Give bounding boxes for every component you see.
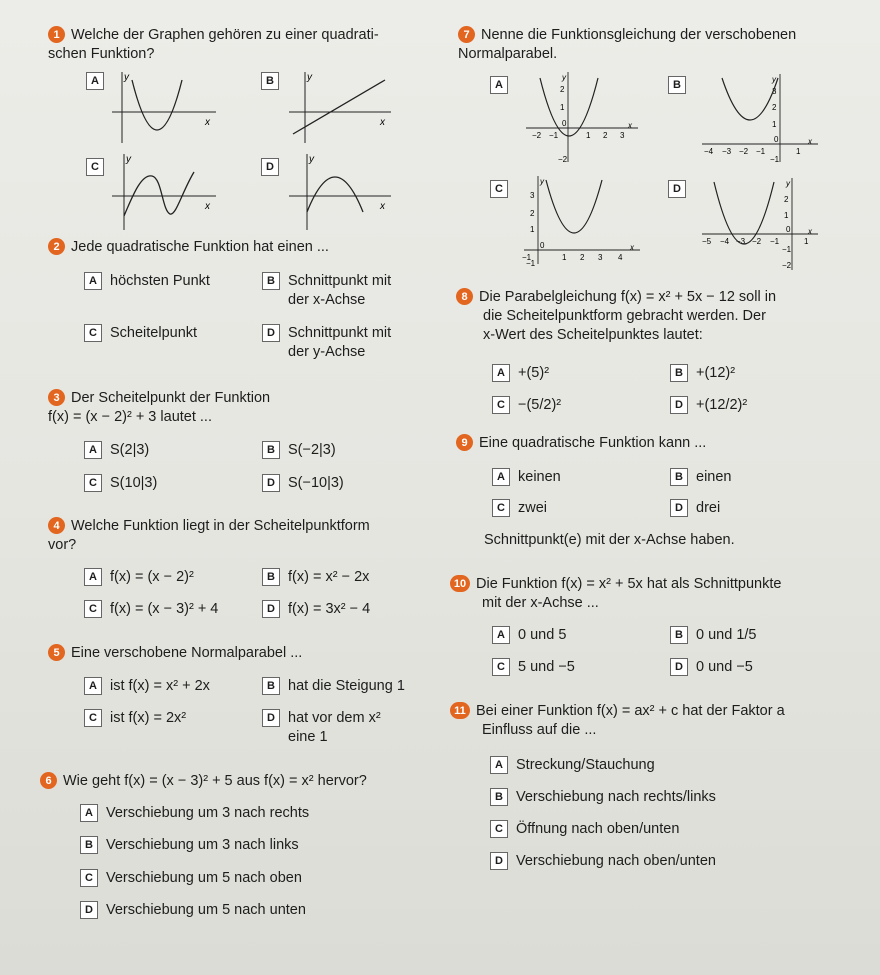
question-10: 10 Die Funktion f(x) = x² + 5x hat als Schnittpunkte mit der x-Achse ... [450, 575, 860, 613]
svg-text:−3: −3 [722, 147, 732, 156]
graph-c [110, 152, 220, 232]
svg-text:1: 1 [530, 225, 535, 234]
graph-7a [522, 70, 642, 166]
graph-7d [700, 176, 820, 272]
option-d[interactable]: D Verschiebung nach oben/unten [490, 852, 716, 871]
svg-text:0: 0 [774, 135, 779, 144]
svg-text:−1: −1 [770, 155, 780, 164]
svg-text:−4: −4 [704, 147, 714, 156]
option-c[interactable]: C ist f(x) = 2x² [84, 709, 186, 728]
graph-label: A [86, 72, 112, 90]
svg-text:3: 3 [598, 253, 603, 262]
option-c[interactable]: C Öffnung nach oben/unten [490, 820, 679, 839]
svg-text:−1: −1 [782, 245, 792, 254]
question-7: 7 Nenne die Funktionsgleichung der verschobenen Normalparabel. [458, 27, 797, 62]
graph-label: C [86, 158, 112, 176]
question-5: 5 Eine verschobene Normalparabel ... [48, 644, 428, 663]
question-2: 2 Jede quadratische Funktion hat einen ... [48, 238, 428, 257]
graph-7c [522, 174, 642, 266]
svg-text:2: 2 [603, 131, 608, 140]
question-number: 1 [48, 26, 65, 43]
svg-text:−4: −4 [720, 237, 730, 246]
option-a[interactable]: A Verschiebung um 3 nach rechts [80, 804, 309, 823]
option-d[interactable]: D hat vor dem x² eine 1 [262, 709, 381, 747]
option-b[interactable]: B Verschiebung nach rechts/links [490, 788, 716, 807]
graph-label: D [261, 158, 287, 176]
svg-text:1: 1 [804, 237, 809, 246]
svg-text:−1: −1 [770, 237, 780, 246]
option-a[interactable]: A f(x) = (x − 2)² [84, 568, 194, 587]
svg-text:−5: −5 [702, 237, 712, 246]
svg-text:2: 2 [560, 85, 565, 94]
svg-text:−2: −2 [532, 131, 542, 140]
svg-text:−1: −1 [522, 253, 532, 262]
svg-text:y: y [126, 154, 131, 165]
svg-text:0: 0 [562, 119, 567, 128]
svg-text:−2: −2 [739, 147, 749, 156]
svg-text:−2: −2 [782, 261, 792, 270]
svg-text:3: 3 [772, 87, 777, 96]
svg-text:y: y [309, 154, 314, 165]
option-c[interactable]: C Scheitelpunkt [84, 324, 197, 343]
graph-label: B [261, 72, 287, 90]
svg-text:x: x [205, 201, 210, 212]
question-8: 8 Die Parabelgleichung f(x) = x² + 5x − 12 soll in die Scheitelpunktform gebracht werden. Der x-Wert des Scheitelpunktes lautet: [456, 288, 866, 345]
question-1 [48, 26, 428, 64]
question-3: 3 Der Scheitelpunkt der Funktion f(x) = (x − 2)² + 3 lautet ... [48, 390, 271, 425]
svg-text:y: y [772, 75, 776, 84]
svg-text:−2: −2 [752, 237, 762, 246]
svg-text:−2: −2 [558, 155, 568, 164]
option-d[interactable]: D Schnittpunkt mit der y-Achse [262, 324, 391, 362]
option-d[interactable]: D S(−10|3) [262, 474, 344, 493]
option-b[interactable]: B S(−2|3) [262, 441, 336, 460]
svg-text:y: y [307, 72, 312, 83]
question-9-tail: Schnittpunkt(e) mit der x-Achse haben. [484, 532, 735, 548]
question-text: schen Funktion? [48, 46, 155, 62]
svg-text:−1: −1 [756, 147, 766, 156]
option-d[interactable]: D drei [670, 499, 720, 518]
svg-text:x: x [808, 137, 812, 146]
option-a[interactable]: A S(2|3) [84, 441, 149, 460]
option-a[interactable]: A +(5)² [492, 364, 549, 383]
option-d[interactable]: D 0 und −5 [670, 658, 753, 677]
option-c[interactable]: C Verschiebung um 5 nach oben [80, 869, 302, 888]
option-a[interactable]: A Streckung/Stauchung [490, 756, 655, 775]
svg-text:3: 3 [530, 191, 535, 200]
svg-text:y: y [124, 72, 129, 83]
option-d[interactable]: D f(x) = 3x² − 4 [262, 600, 370, 619]
svg-text:1: 1 [560, 103, 565, 112]
svg-text:y: y [540, 177, 544, 186]
graph-label: C [490, 180, 516, 198]
question-11: 11 Bei einer Funktion f(x) = ax² + c hat der Faktor a Einfluss auf die ... [450, 702, 865, 740]
option-c[interactable]: C zwei [492, 499, 547, 518]
svg-text:−1: −1 [549, 131, 559, 140]
graph-a [110, 70, 220, 145]
option-b[interactable]: B 0 und 1/5 [670, 626, 756, 645]
option-c[interactable]: C f(x) = (x − 3)² + 4 [84, 600, 218, 619]
graph-label: D [668, 180, 694, 198]
option-d[interactable]: D Verschiebung um 5 nach unten [80, 901, 306, 920]
question-9: 9 Eine quadratische Funktion kann ... [456, 434, 856, 453]
question-4: 4 Welche Funktion liegt in der Scheitelpunktform vor? [48, 518, 370, 553]
svg-text:1: 1 [586, 131, 591, 140]
svg-text:0: 0 [540, 241, 545, 250]
option-c[interactable]: C −(5/2)² [492, 396, 561, 415]
svg-text:1: 1 [562, 253, 567, 262]
option-a[interactable]: A ist f(x) = x² + 2x [84, 677, 210, 696]
svg-text:x: x [808, 227, 812, 236]
svg-text:2: 2 [580, 253, 585, 262]
svg-text:x: x [628, 121, 632, 130]
graph-7b [700, 72, 820, 164]
option-b[interactable]: B f(x) = x² − 2x [262, 568, 369, 587]
svg-text:x: x [380, 117, 385, 128]
option-a[interactable]: A keinen [492, 468, 561, 487]
svg-text:4: 4 [618, 253, 623, 262]
graph-label: B [668, 76, 694, 94]
option-b[interactable]: B hat die Steigung 1 [262, 677, 405, 696]
option-b[interactable]: B +(12)² [670, 364, 735, 383]
option-b[interactable]: B einen [670, 468, 731, 487]
svg-text:2: 2 [530, 209, 535, 218]
svg-text:1: 1 [772, 120, 777, 129]
svg-text:y: y [786, 179, 790, 188]
option-b[interactable]: B Schnittpunkt mit der x-Achse [262, 272, 391, 310]
graph-label: A [490, 76, 516, 94]
svg-text:−3: −3 [736, 237, 746, 246]
svg-text:2: 2 [772, 103, 777, 112]
option-a[interactable]: A höchsten Punkt [84, 272, 210, 291]
svg-text:2: 2 [784, 195, 789, 204]
option-c[interactable]: C S(10|3) [84, 474, 157, 493]
svg-text:3: 3 [620, 131, 625, 140]
svg-text:y: y [562, 73, 566, 82]
graph-d [285, 152, 395, 232]
option-d[interactable]: D +(12/2)² [670, 396, 747, 415]
svg-text:1: 1 [796, 147, 801, 156]
option-b[interactable]: B Verschiebung um 3 nach links [80, 836, 299, 855]
svg-text:x: x [630, 243, 634, 252]
option-a[interactable]: A 0 und 5 [492, 626, 566, 645]
svg-text:x: x [205, 117, 210, 128]
svg-text:x: x [380, 201, 385, 212]
option-c[interactable]: C 5 und −5 [492, 658, 575, 677]
question-6: 6 Wie geht f(x) = (x − 3)² + 5 aus f(x) = x² hervor? [40, 772, 440, 791]
svg-text:0: 0 [786, 225, 791, 234]
svg-text:−1: −1 [526, 259, 536, 266]
graph-b [285, 70, 395, 145]
svg-text:1: 1 [784, 211, 789, 220]
question-text: Welche der Graphen gehören zu einer quadrati- [71, 27, 379, 43]
